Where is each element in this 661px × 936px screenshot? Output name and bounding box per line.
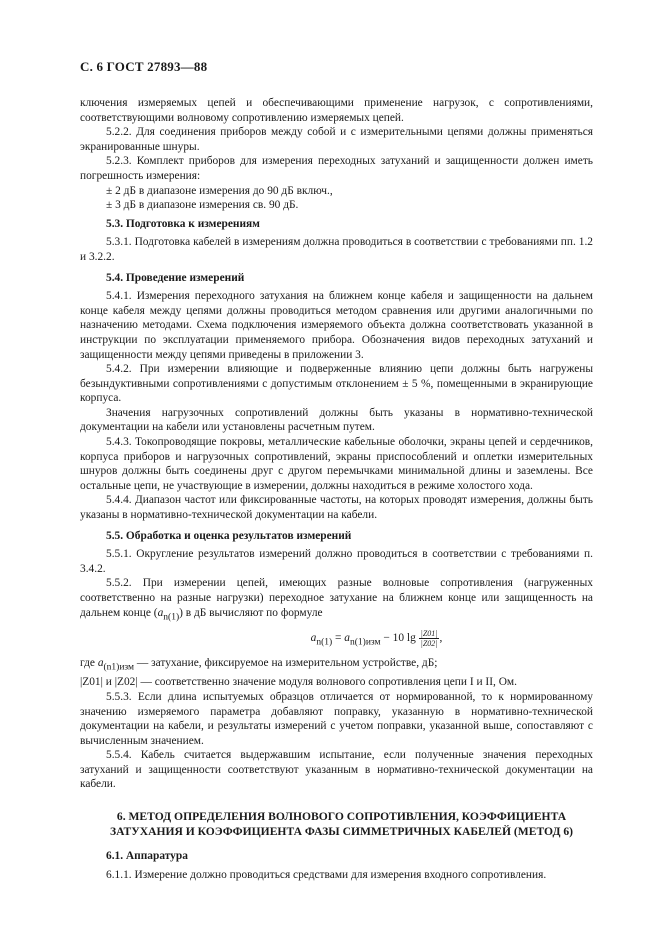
paragraph-5-4-1: 5.4.1. Измерения переходного затухания на ближнем конце кабеля и защищенности на дальнем конце кабеля между цепями должны проводиться методом сравнения или другими аналогичными по назначению методами. Схема подключения измеряемого объекта должна соответствовать указанной в инструкции по эксплуатации применяемого прибора. Обозначения видов переходных затуханий и защищенности между цепями приведены в приложении 3.: [80, 290, 593, 361]
formula-comma: ,: [439, 632, 443, 645]
where-a-text: — затухание, фиксируемое на измерительном устройстве, дБ;: [134, 657, 438, 670]
paragraph-5-5-3: 5.5.3. Если длина испытуемых образцов отличается от нормированной, то к нормированному значению измеряемого параметра добавляют поправку, указанную в нормативно-технической документации на кабели, и результаты измерений с учетом поправки, указанной выше, сопоставляют с вычисленным значением.: [80, 690, 593, 747]
paragraph-5-2-2: 5.2.2. Для соединения приборов между собой и с измерительными цепями должны применяться экранированные шнуры.: [80, 126, 593, 153]
where-a-prefix: где: [80, 657, 98, 670]
section-heading-6-1: 6.1. Аппаратура: [106, 850, 188, 863]
paragraph-5-2-3: 5.2.3. Комплект приборов для измерения переходных затуханий и защищенности должен иметь погрешность измерения:: [80, 155, 593, 182]
chapter-heading-6-line-1: 6. МЕТОД ОПРЕДЕЛЕНИЯ ВОЛНОВОГО СОПРОТИВЛЕНИЯ, КОЭФФИЦИЕНТА: [116, 810, 567, 824]
chapter-heading-6: [80, 810, 593, 839]
paragraph-5-4-2: 5.4.2. При измерении влияющие и подверженные влиянию цепи должны быть нагружены безындуктивными сопротивлениями с допустимым отклонением ± 5 %, помещенными в экранирующие корпуса.: [80, 363, 593, 405]
paragraph-5-5-2: [80, 576, 593, 624]
paragraph-5-5-2-text-a: 5.5.2. При измерении цепей, имеющих разные волновые сопротивления (нагруженных соответственно на разные нагрузки) переходное затухание на ближнем конце или защищенность на дальнем конце (: [80, 577, 593, 619]
paragraph-6-1-1: 6.1.1. Измерение должно проводиться средствами для измерения входного сопротивления.: [106, 868, 547, 881]
paragraph-5-5-4: 5.5.4. Кабель считается выдержавшим испытание, если полученные значения переходных затуханий и защищенности соответствуют указанным в нормативно-технической документации на кабели.: [80, 749, 593, 791]
paragraph-where-b: |Z01| и |Z02| — соответственно значение модуля волнового сопротивления цепи I и II, Ом.: [80, 676, 517, 689]
symbol-a-subscript: n(1): [163, 611, 180, 622]
page-body: [80, 96, 593, 882]
symbol-a: a: [157, 606, 164, 619]
formula-rhs: a: [344, 632, 350, 645]
paragraph-where-a: [80, 656, 593, 675]
formula-fraction: [419, 629, 443, 649]
paragraph-5-4-4: 5.4.4. Диапазон частот или фиксированные частоты, на которых проводят измерения, должны быть указаны в нормативно-технической документации на кабели.: [80, 494, 593, 522]
section-heading-5-5: 5.5. Обработка и оценка результатов измерений: [106, 529, 352, 542]
paragraph-5-5-2-text-b: ) в дБ вычисляют по формуле: [179, 606, 323, 619]
paragraph-5-4-3: 5.4.3. Токопроводящие покровы, металлические кабельные оболочки, экраны цепей и сердечников, корпуса приборов и нагрузочных сопротивлений, экраны приспособлений и оплетки измерительных шнуров должны быть соединены друг с другом перемычками минимальной длины и заземлены. Все остальные цепи, не участвующие в измерении, должны находиться в режиме холостого хода.: [80, 436, 593, 492]
formula-minus-log: − 10 lg: [380, 632, 419, 645]
paragraph-continuation: ключения измеряемых цепей и обеспечивающими применение нагрузок, с сопротивлениями, соответствующими волновому сопротивлению измеряемых цепей.: [80, 97, 593, 124]
chapter-heading-6-line-2: ЗАТУХАНИЯ И КОЭФФИЦИЕНТА ФАЗЫ СИММЕТРИЧНЫХ КАБЕЛЕЙ (МЕТОД 6): [109, 824, 574, 838]
paragraph-5-4-2-b: Значения нагрузочных сопротивлений должны быть указаны в нормативно-технической документации на кабели или установлены расчетным путем.: [80, 406, 593, 434]
formula-denominator: |Z02|: [420, 639, 438, 649]
section-heading-5-3: 5.3. Подготовка к измерениям: [106, 217, 260, 230]
formula-attenuation: [80, 629, 593, 650]
list-item-tolerance-2: ± 3 дБ в диапазоне измерения св. 90 дБ.: [106, 199, 299, 212]
formula-equals: =: [332, 632, 345, 645]
section-heading-5-4: 5.4. Проведение измерений: [106, 271, 245, 284]
formula-rhs-subscript: n(1)изм: [350, 637, 381, 648]
page-header: С. 6 ГОСТ 27893—88: [80, 59, 208, 74]
formula-lhs: a: [310, 632, 317, 645]
where-a-symbol: a: [97, 657, 104, 670]
list-item-tolerance-1: ± 2 дБ в диапазоне измерения до 90 дБ включ.,: [106, 184, 333, 197]
where-a-subscript: (n1)изм: [103, 662, 135, 673]
formula-lhs-subscript: n(1): [316, 637, 333, 648]
paragraph-5-5-1: 5.5.1. Округление результатов измерений должно проводиться в соответствии с требованиями п. 3.4.2.: [80, 548, 593, 575]
paragraph-5-3-1: 5.3.1. Подготовка кабелей в измерениям должна проводиться в соответствии с требованиями пп. 1.2 и 3.2.2.: [80, 236, 593, 263]
formula-numerator: |Z01|: [420, 629, 438, 639]
